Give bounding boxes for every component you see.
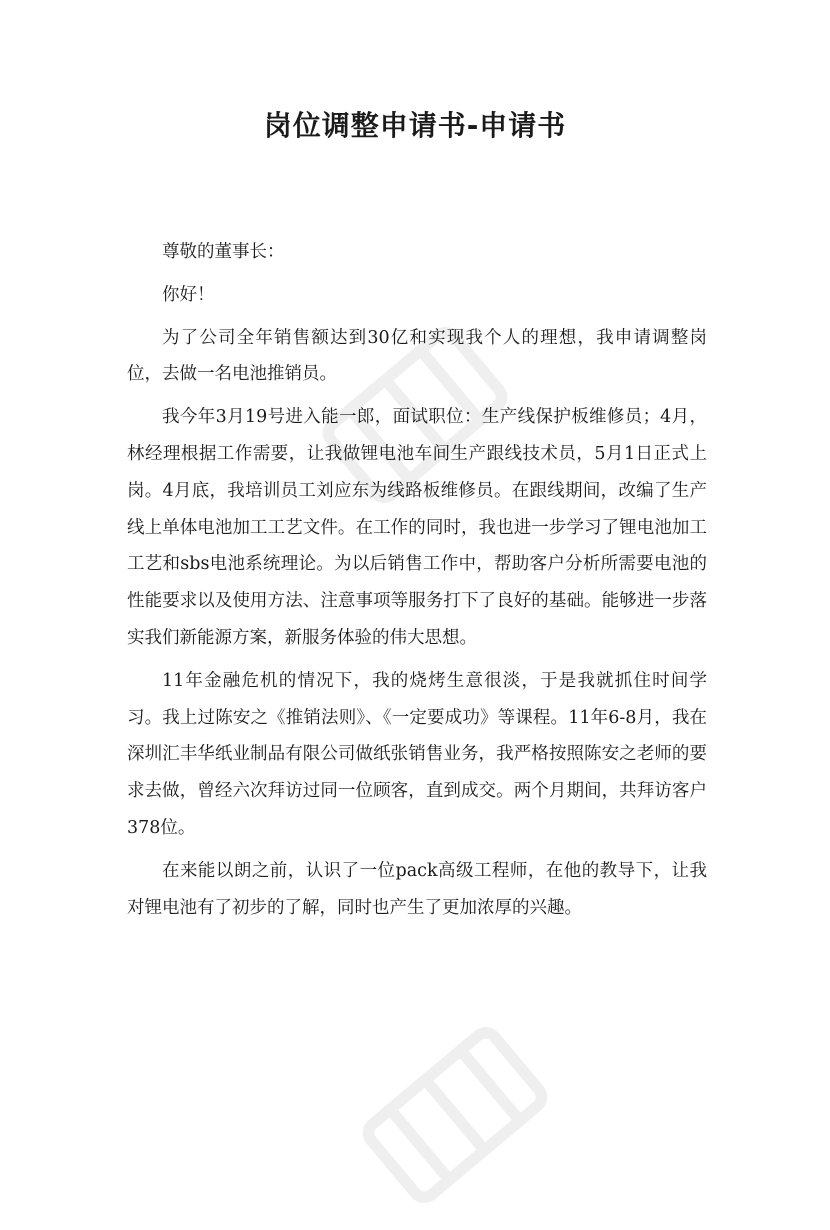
page-title: 岗位调整申请书-申请书 [263, 109, 567, 142]
paragraph: 11年金融危机的情况下，我的烧烤生意很淡，于是我就抓住时间学习。我上过陈安之《推销法则》、《一定要成功》等课程。11年6-8月，我在深圳汇丰华纸业制品有限公司做纸张销售业务，我严格按照陈安之老师的要求去做，曾经六次拜访过同一位顾客，直到成交。两个月期间，共拜访客户378位。 [127, 670, 707, 838]
letter-body [127, 234, 707, 932]
greeting: 你好！ [162, 284, 215, 305]
watermark-icon [340, 1000, 570, 1230]
paragraph: 为了公司全年销售额达到30亿和实现我个人的理想，我申请调整岗位，去做一名电池推销员。 [127, 327, 707, 385]
paragraph: 在来能以朗之前，认识了一位pack高级工程师，在他的教导下，让我对锂电池有了初步的了解，同时也产生了更加浓厚的兴趣。 [127, 860, 707, 918]
paragraph: 我今年3月19号进入能一郎，面试职位：生产线保护板维修员；4月，林经理根据工作需要，让我做锂电池车间生产跟线技术员，5月1日正式上岗。4月底，我培训员工刘应东为线路板维修员。在跟线期间，改编了生产线上单体电池加工工艺文件。在工作的同时，我也进一步学习了锂电池加工工艺和sbs电池系统理论。为以后销售工作中，帮助客户分析所需要电池的性能要求以及使用方法、注意事项等服务打下了良好的基础。能够进一步落实我们新能源方案，新服务体验的伟大思想。 [127, 407, 707, 648]
salutation: 尊敬的董事长： [162, 242, 285, 262]
